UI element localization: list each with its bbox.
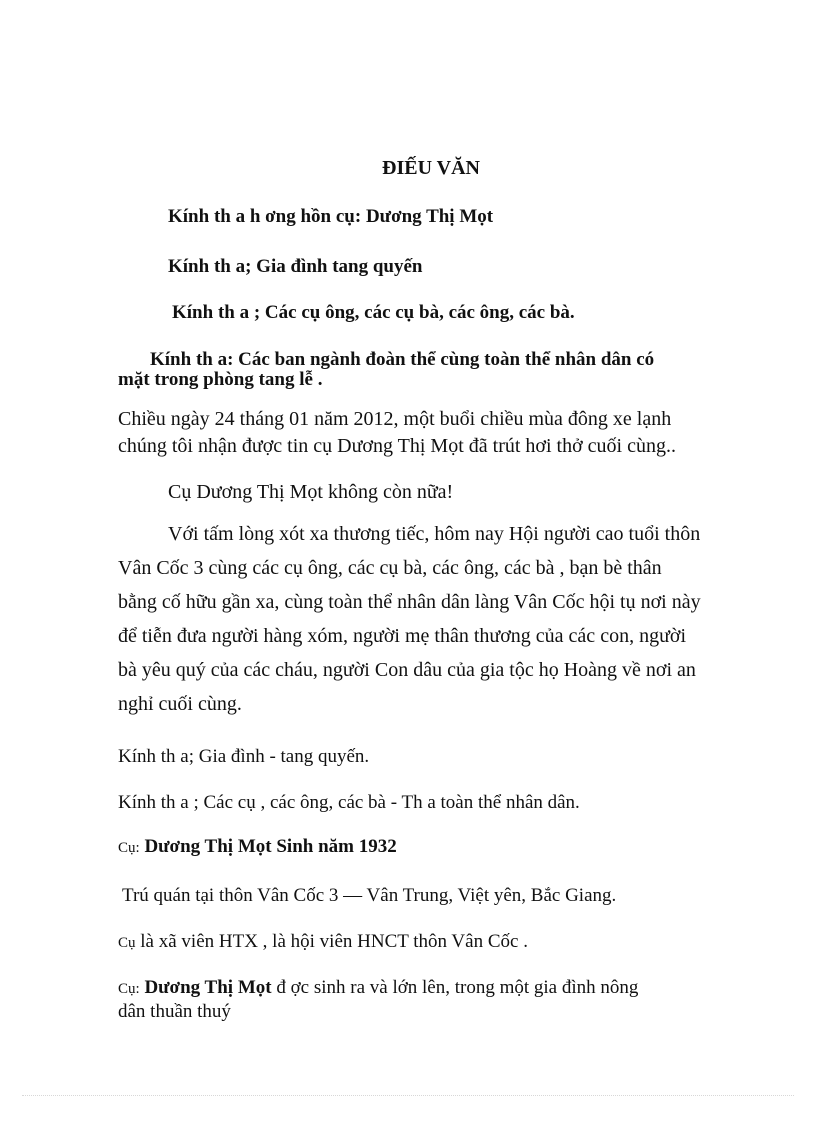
cu-label: Cụ: bbox=[118, 840, 140, 856]
paragraph-line: nghỉ cuối cùng. bbox=[118, 693, 242, 715]
membership-line bbox=[118, 931, 528, 953]
membership-text: là xã viên HTX , là hội viên HNCT thôn Vân Cốc . bbox=[140, 931, 528, 952]
address-line: Kính th a ; Các cụ , các ông, các bà - Th a toàn thể nhân dân. bbox=[118, 792, 580, 813]
origin-name: Dương Thị Mọt bbox=[144, 977, 272, 998]
salutation-line: Kính th a: Các ban ngành đoàn thể cùng toàn thể nhân dân có bbox=[150, 349, 655, 370]
salutation-line: mặt trong phòng tang lễ . bbox=[118, 369, 323, 390]
residence-line: Trú quán tại thôn Vân Cốc 3 — Vân Trung, Việt yên, Bắc Giang. bbox=[122, 885, 617, 906]
paragraph-line: bà yêu quý của các cháu, người Con dâu của gia tộc họ Hoàng về nơi an bbox=[118, 659, 696, 681]
address-line: Kính th a; Gia đình - tang quyến. bbox=[118, 746, 370, 767]
intro-line: chúng tôi nhận được tin cụ Dương Thị Mọt đã trút hơi thở cuối cùng.. bbox=[118, 435, 676, 457]
salutation-line: Kính th a; Gia đình tang quyến bbox=[168, 256, 423, 277]
document-title: ĐIẾU VĂN bbox=[382, 157, 480, 179]
intro-line: Chiều ngày 24 tháng 01 năm 2012, một buổi chiều mùa đông xe lạnh bbox=[118, 408, 672, 430]
origin-line bbox=[118, 977, 638, 999]
bio-born: Sinh năm 1932 bbox=[276, 836, 397, 857]
cu-label: Cụ bbox=[118, 935, 136, 951]
cu-label: Cụ: bbox=[118, 981, 140, 997]
paragraph-line: để tiễn đưa người hàng xóm, người mẹ thân thương của các con, người bbox=[118, 625, 687, 647]
salutation-line: Kính th a h ơng hồn cụ: Dương Thị Mọt bbox=[168, 206, 494, 227]
paragraph-line: Với tấm lòng xót xa thương tiếc, hôm nay Hội người cao tuổi thôn bbox=[168, 523, 701, 545]
bio-name: Dương Thị Mọt bbox=[144, 836, 272, 857]
footer-divider bbox=[22, 1095, 794, 1096]
paragraph-line: bằng cố hữu gần xa, cùng toàn thể nhân dân làng Vân Cốc hội tụ nơi này bbox=[118, 591, 701, 613]
bio-name-line bbox=[118, 836, 397, 858]
origin-text: đ ợc sinh ra và lớn lên, trong một gia đình nông bbox=[276, 977, 639, 998]
no-more-line: Cụ Dương Thị Mọt không còn nữa! bbox=[168, 481, 454, 503]
salutation-line: Kính th a ; Các cụ ông, các cụ bà, các ông, các bà. bbox=[172, 302, 575, 323]
origin-line-2: dân thuần thuý bbox=[118, 1001, 231, 1022]
paragraph-line: Vân Cốc 3 cùng các cụ ông, các cụ bà, các ông, các bà , bạn bè thân bbox=[118, 557, 662, 579]
